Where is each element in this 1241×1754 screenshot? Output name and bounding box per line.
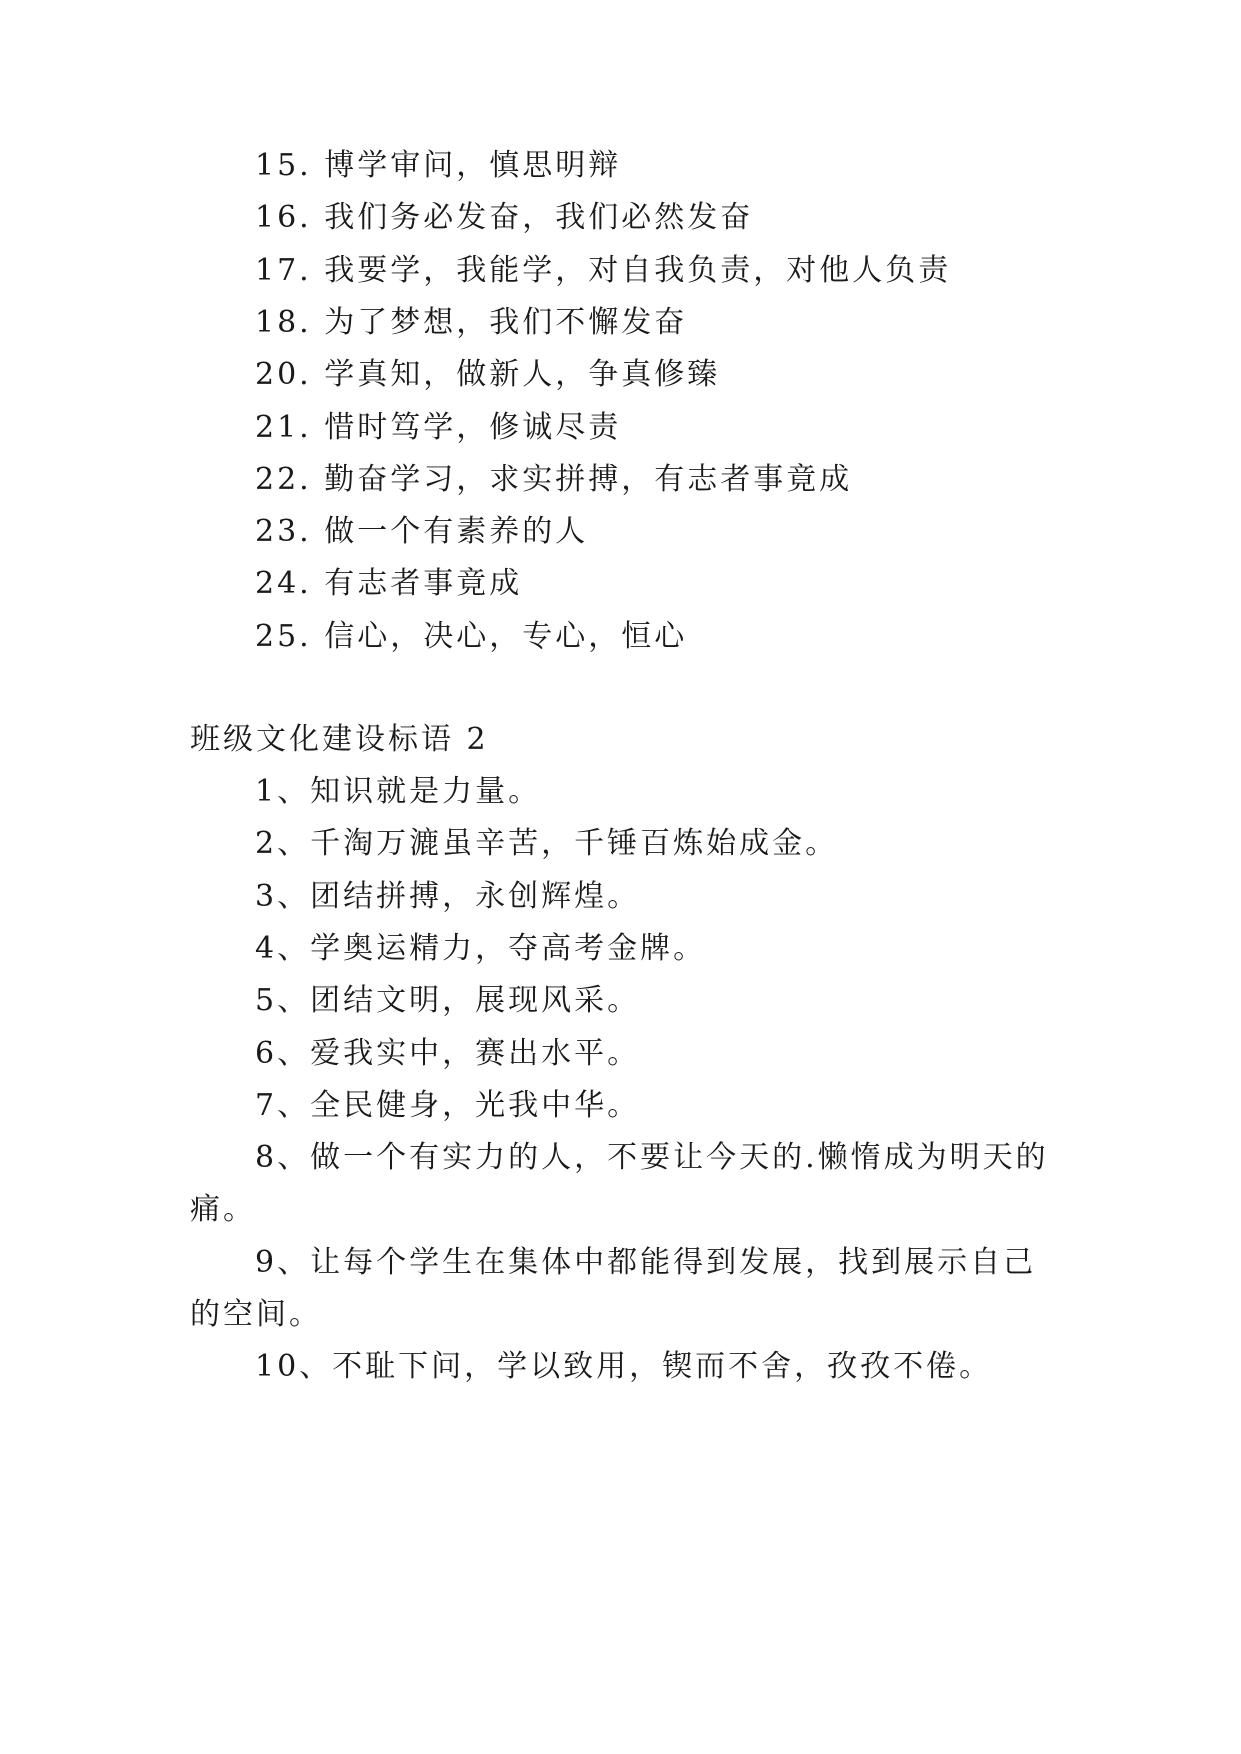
- item-text: 我们务必发奋，我们必然发奋: [324, 200, 754, 235]
- list-item: [255, 355, 720, 395]
- item-text: 为了梦想，我们不懈发奋: [324, 305, 688, 340]
- list-item: [255, 303, 687, 343]
- list-item: [255, 251, 951, 291]
- list-item: 10、不耻下问，学以致用，锲而不舍，孜孜不倦。: [255, 1349, 993, 1384]
- list-item: [255, 564, 522, 604]
- item-number: 25.: [255, 619, 312, 654]
- list-item: 2、千淘万漉虽辛苦，千锤百炼始成金。: [255, 826, 839, 861]
- item-text: 信心，决心，专心，恒心: [324, 619, 688, 654]
- item-number: 16.: [255, 200, 312, 235]
- item-number: 23.: [255, 514, 312, 549]
- list-item: [255, 146, 621, 186]
- item-number: 17.: [255, 253, 312, 288]
- item-number: 15.: [255, 148, 312, 183]
- item-number: 18.: [255, 305, 312, 340]
- item-text: 学真知，做新人，争真修臻: [324, 357, 721, 392]
- item-text: 惜时笃学，修诚尽责: [324, 410, 622, 445]
- section-title: 班级文化建设标语 2: [190, 722, 489, 757]
- list-item: 1、知识就是力量。: [255, 774, 542, 809]
- list-item: [255, 198, 753, 238]
- item-text: 做一个有素养的人: [324, 514, 589, 549]
- list-item: 7、全民健身，光我中华。: [255, 1088, 641, 1123]
- item-text: 博学审问，慎思明辩: [324, 148, 622, 183]
- list-item: [255, 512, 588, 552]
- item-text: 有志者事竟成: [324, 566, 523, 601]
- list-item: 5、团结文明，展现风采。: [255, 983, 641, 1018]
- list-item: 4、学奥运精力，夺高考金牌。: [255, 931, 707, 966]
- list-item: 9、让每个学生在集体中都能得到发展，找到展示自己: [255, 1245, 1037, 1280]
- list-item: [255, 617, 687, 657]
- list-item: [255, 408, 621, 448]
- item-text: 我要学，我能学，对自我负责，对他人负责: [324, 253, 952, 288]
- item-text: 勤奋学习，求实拼搏，有志者事竟成: [324, 462, 853, 497]
- item-number: 22.: [255, 462, 312, 497]
- item-number: 21.: [255, 410, 312, 445]
- item-number: 24.: [255, 566, 312, 601]
- list-item: [255, 460, 852, 500]
- list-item: 3、团结拼搏，永创辉煌。: [255, 879, 641, 914]
- list-item-continuation: 痛。: [190, 1192, 256, 1227]
- list-item: 8、做一个有实力的人，不要让今天的.懒惰成为明天的: [255, 1140, 1049, 1175]
- item-number: 20.: [255, 357, 312, 392]
- list-item-continuation: 的空间。: [190, 1297, 322, 1332]
- list-item: 6、爱我实中，赛出水平。: [255, 1036, 641, 1071]
